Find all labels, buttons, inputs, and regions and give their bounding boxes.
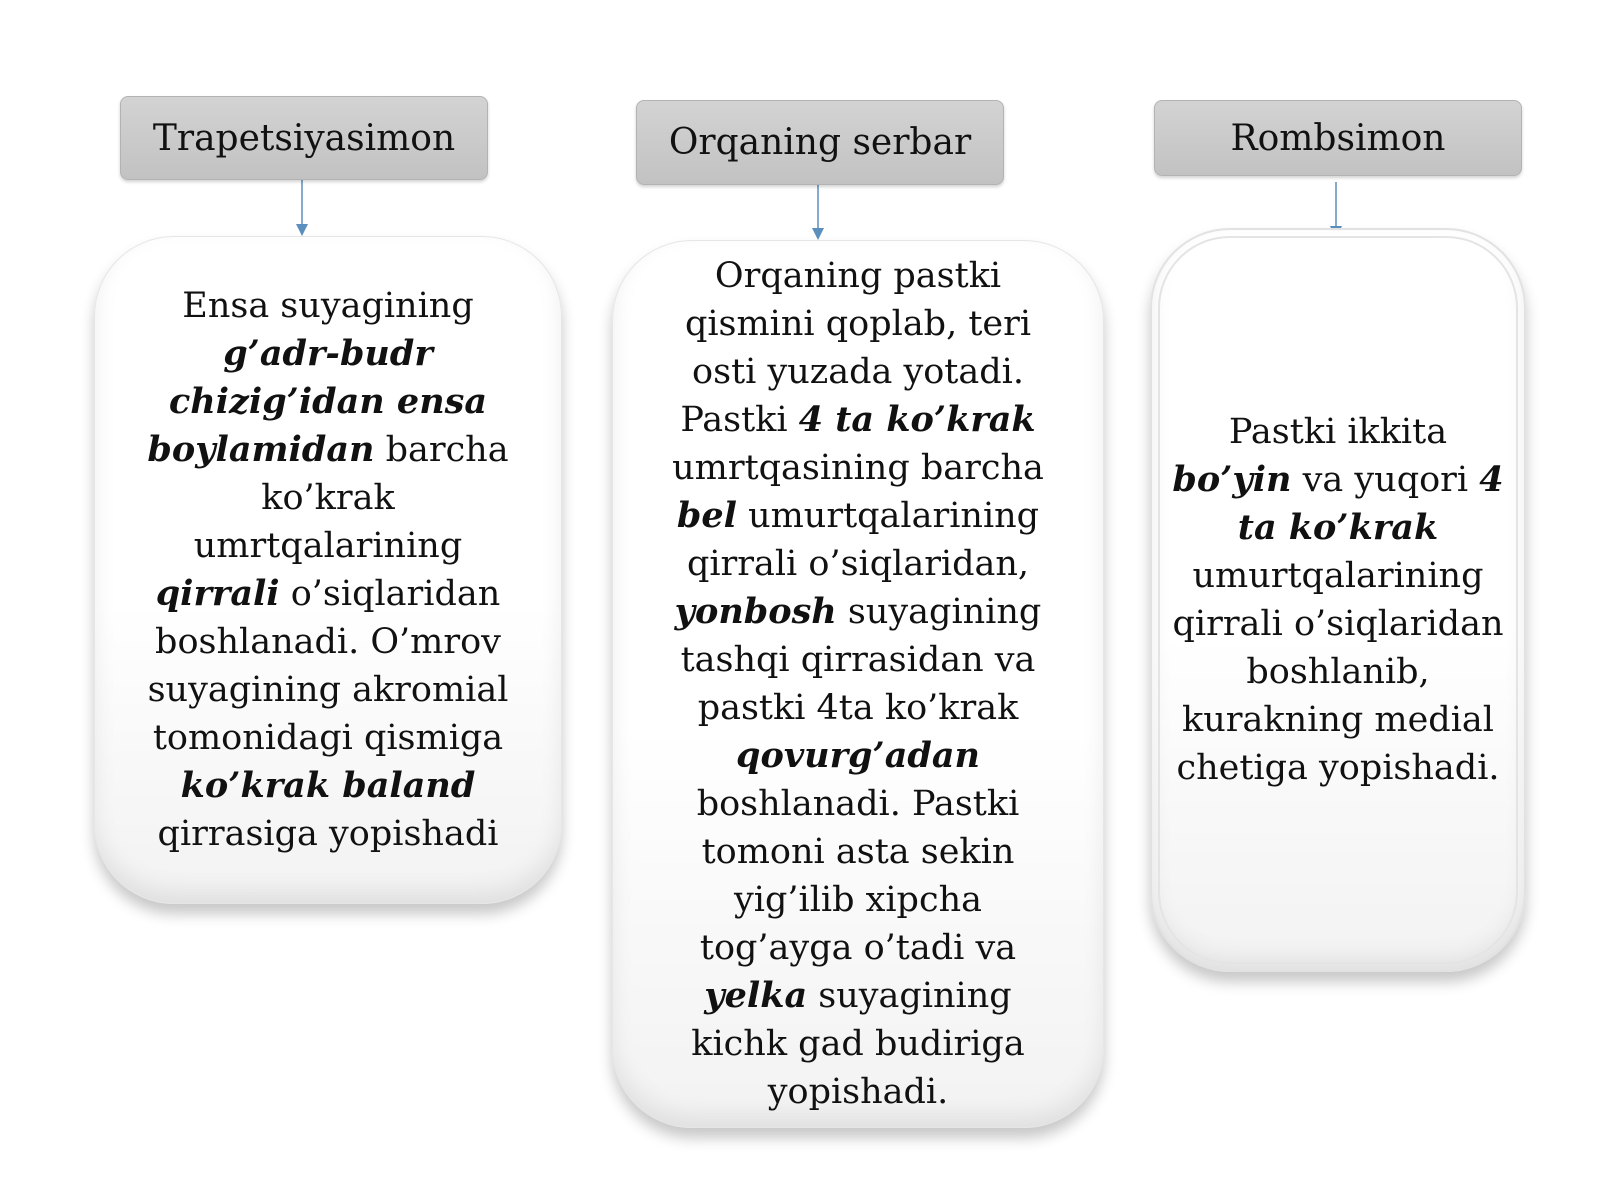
body-text: umurtqalarining qirrali o’siqlaridan, — [686, 496, 1040, 584]
header-rombsimon: Rombsimon — [1154, 100, 1522, 176]
body-text: suyagining kichk gad budiriga yopishadi. — [691, 976, 1025, 1112]
emphasis-text: ko’krak baland — [180, 765, 476, 806]
emphasis-text: bo’yin — [1172, 459, 1292, 500]
body-text: qirrasiga yopishadi — [157, 814, 499, 854]
card-trapetsiyasimon — [94, 236, 562, 904]
card-orqaning-serbar — [612, 240, 1104, 1128]
emphasis-text: 4 ta ko’krak — [798, 399, 1036, 440]
card-text — [656, 252, 1060, 1116]
body-text: Pastki ikkita — [1228, 412, 1448, 452]
body-text: boshlanadi. Pastki tomoni asta sekin yig’ilib xipcha tog’ayga o’tadi va — [696, 784, 1020, 968]
card-rombsimon — [1150, 228, 1526, 972]
card-text — [130, 282, 526, 858]
emphasis-text: qovurg’adan — [736, 735, 980, 776]
card-text — [1170, 408, 1506, 792]
header-orqaning-serbar: Orqaning serbar — [636, 100, 1004, 185]
body-text: o’siqlaridan boshlanadi. O’mrov suyagining akromial tomonidagi qismiga — [147, 574, 509, 758]
emphasis-text: g’adr-budr chizig’idan ensa boylamidan — [147, 333, 488, 470]
body-text: Ensa suyagining — [182, 286, 474, 326]
emphasis-text: 4 ta ko’krak — [1237, 459, 1504, 548]
body-text: va yuqori — [1291, 460, 1480, 500]
emphasis-text: qirrali — [155, 573, 280, 614]
header-trapetsiyasimon: Trapetsiyasimon — [120, 96, 488, 180]
emphasis-text: bel — [676, 495, 737, 536]
body-text: umurtqalarining qirrali o’siqlaridan boshlanib, kurakning medial chetiga yopishadi. — [1172, 556, 1504, 788]
connector-arrow-2 — [812, 183, 824, 240]
body-text: Orqaning pastki qismini qoplab, teri osti yuzada yotadi. Pastki — [680, 256, 1032, 440]
emphasis-text: yonbosh — [674, 591, 837, 632]
emphasis-text: yelka — [704, 975, 808, 1016]
body-text: umrtqasining barcha — [672, 448, 1044, 488]
body-text: suyagining tashqi qirrasidan va pastki 4ta ko’krak — [680, 592, 1042, 728]
body-text: barcha ko’krak umrtqalarining — [193, 430, 509, 566]
connector-arrow-1 — [296, 178, 308, 236]
